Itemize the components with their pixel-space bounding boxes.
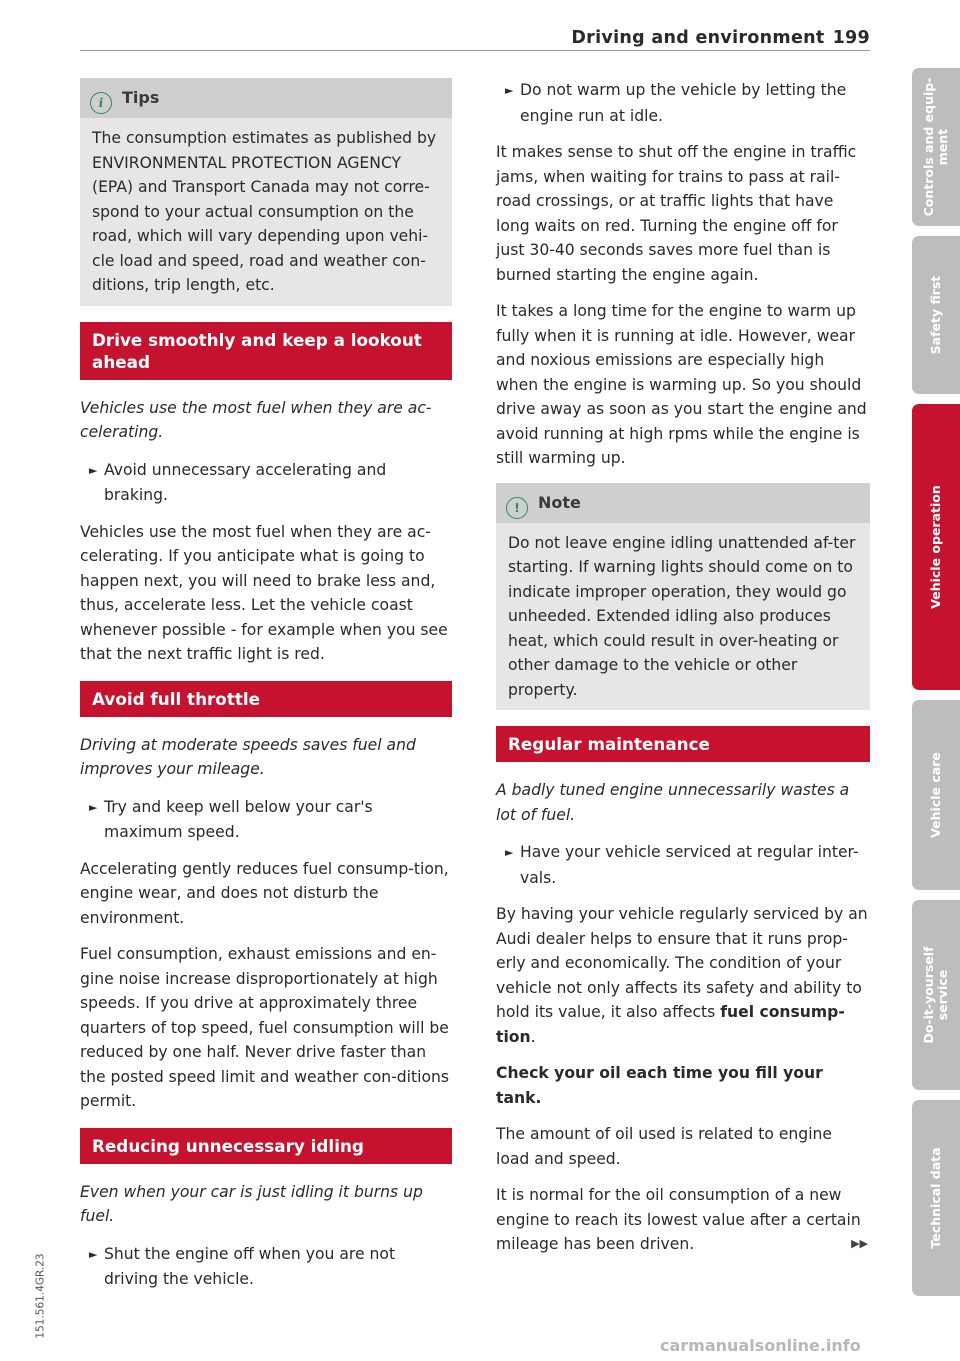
section-heading: Reducing unnecessary idling — [80, 1128, 452, 1164]
tips-heading: i Tips — [80, 78, 452, 118]
paragraph: The amount of oil used is related to engine load and speed. — [496, 1125, 833, 1168]
step-item: ► Have your vehicle serviced at regular inter-vals. — [505, 843, 859, 887]
page-header — [490, 28, 870, 48]
continue-arrow-icon: ▶▶ — [851, 1237, 868, 1250]
paragraph: It is normal for the oil consumption of a new engine to reach its lowest value after a certain mileage has been driven. ▶▶ — [496, 1183, 870, 1257]
section-heading: Drive smoothly and keep a lookout ahead — [80, 322, 452, 380]
margin-code: 151.561.4GR.23 — [34, 1253, 47, 1339]
header-rule — [80, 50, 870, 51]
paragraph: It takes a long time for the engine to warm up fully when it is running at idle. However, wear and noxious emissions are especially high when the engine is warming up. So you should drive away as soon as you start the engine and avoid running at high rpms while the engine is still warming up. — [496, 302, 867, 467]
left-column — [80, 78, 452, 1304]
side-tab-safety[interactable]: Safety first — [912, 236, 960, 394]
triangle-bullet-icon: ► — [505, 846, 514, 859]
side-tab-vehicle-operation[interactable]: Vehicle operation — [912, 404, 960, 690]
tips-box — [80, 78, 452, 306]
step-item: ► Do not warm up the vehicle by letting the engine run at idle. — [505, 81, 847, 125]
section-intro: A badly tuned engine unnecessarily wastes a lot of fuel. — [496, 781, 850, 824]
section-heading: Avoid full throttle — [80, 681, 452, 717]
section-intro: Vehicles use the most fuel when they are ac-celerating. — [80, 398, 432, 441]
triangle-bullet-icon: ► — [89, 463, 98, 477]
tips-text: The consumption estimates as published by ENVIRONMENTAL PROTECTION AGENCY (EPA) and Transport Canada may not corre-spond to your actual consumption on the road, which will vary depending upon vehi-cle load and speed, road and weather con-ditions, trip length, etc. — [92, 129, 437, 294]
watermark: carmanualsonline.info — [660, 1336, 861, 1355]
info-icon: i — [90, 92, 112, 114]
bold-term: fuel consump-tion — [496, 1003, 845, 1046]
note-box — [496, 483, 870, 711]
side-tab-controls[interactable]: Controls and equip- ment — [912, 68, 960, 226]
page-number: 199 — [832, 28, 870, 48]
paragraph: Vehicles use the most fuel when they are ac-celerating. If you anticipate what is going to happen next, you will need to brake less and, thus, accelerate less. Let the vehicle coast whenever possible - for example when you see that the next traffic light is red. — [80, 522, 448, 663]
paragraph: Fuel consumption, exhaust emissions and en-gine noise increase disproportionately at high speeds. If you drive at approximately three quarters of top speed, fuel consumption will be reduced by one half. Never drive faster than the posted speed limit and weather con-ditions permit. — [80, 945, 450, 1110]
triangle-bullet-icon: ► — [505, 84, 514, 97]
note-heading: ! Note — [496, 483, 870, 523]
note-text: Do not leave engine idling unattended af-ter starting. If warning lights should come on to indicate improper operation, they would go unheeded. Extended idling also produces heat, which could result in over-heating or other damage to the vehicle or other property. — [508, 533, 856, 699]
triangle-bullet-icon: ► — [89, 1247, 98, 1261]
paragraph: By having your vehicle regularly serviced by an Audi dealer helps to ensure that it runs prop-erly and economically. The condition of your vehicle not only affects its safety and ability to hold its value, it also affects fuel consump-tion. — [496, 905, 868, 1046]
triangle-bullet-icon: ► — [89, 800, 98, 814]
right-column — [496, 78, 870, 1269]
paragraph: Accelerating gently reduces fuel consump-tion, engine wear, and does not disturb the environment. — [80, 859, 449, 927]
side-tab-do-it-yourself[interactable]: Do-it-yourself service — [912, 900, 960, 1090]
side-tab-vehicle-care[interactable]: Vehicle care — [912, 700, 960, 890]
step-item: ► Shut the engine off when you are not driving the vehicle. — [89, 1244, 396, 1288]
step-item: ► Avoid unnecessary accelerating and braking. — [89, 460, 387, 504]
page-title: Driving and environment — [571, 28, 825, 48]
section-heading: Regular maintenance — [496, 726, 870, 762]
side-tab-technical-data[interactable]: Technical data — [912, 1100, 960, 1296]
section-intro: Even when your car is just idling it burns up fuel. — [80, 1182, 423, 1225]
bold-instruction: Check your oil each time you fill your tank. — [496, 1064, 823, 1107]
section-intro: Driving at moderate speeds saves fuel and improves your mileage. — [80, 735, 416, 778]
exclamation-icon: ! — [506, 497, 528, 519]
step-item: ► Try and keep well below your car's maximum speed. — [89, 797, 373, 841]
paragraph: It makes sense to shut off the engine in traffic jams, when waiting for trains to pass at rail-road crossings, or at traffic lights that have long waits on red. Turning the engine off for just 30-40 seconds saves more fuel than is burned starting the engine again. — [496, 143, 857, 284]
